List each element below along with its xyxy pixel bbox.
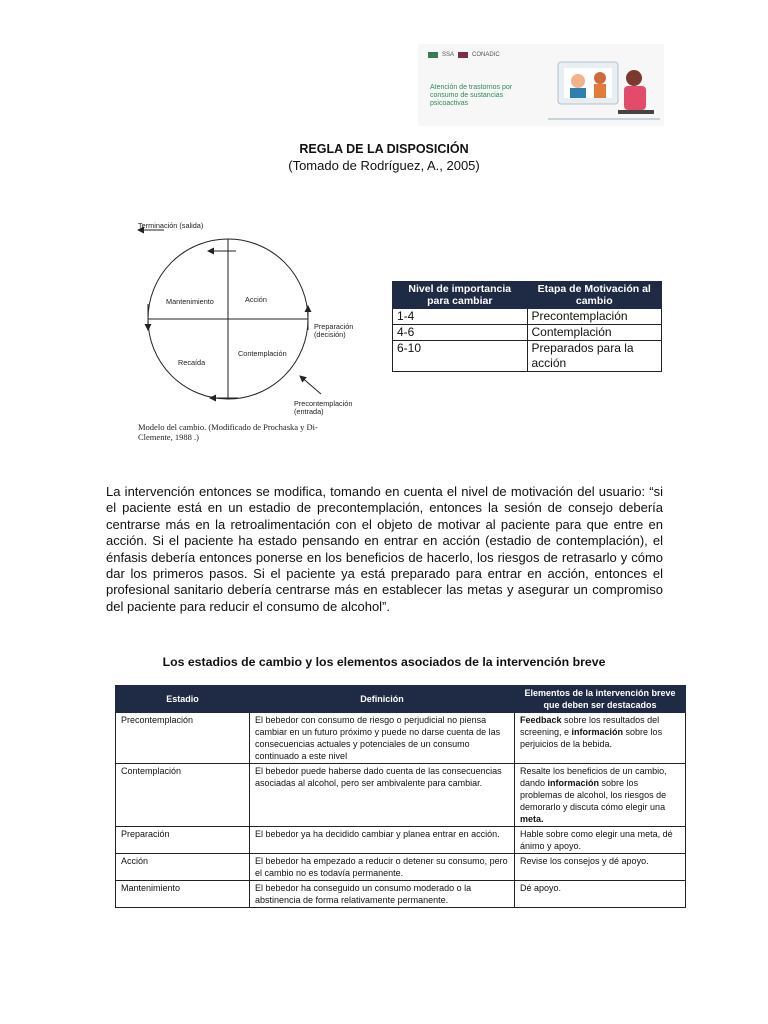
table-header-row: [116, 686, 686, 713]
cell-definition: El bebedor ya ha decidido cambiar y planea entrar en acción.: [250, 827, 515, 854]
emphasis-text: Feedback: [520, 715, 562, 725]
header-banner: [418, 44, 664, 126]
label-preparation: Preparación: [314, 322, 354, 331]
emphasis-text: información: [571, 727, 624, 737]
label-termination: Terminación (salida): [138, 221, 204, 230]
label-entry: (entrada): [294, 407, 324, 416]
banner-illustration-icon: [548, 48, 660, 124]
table-row: [393, 309, 662, 325]
change-cycle-diagram: [128, 212, 363, 417]
col-stage: Etapa de Motivación al cambio: [527, 282, 662, 309]
cell-stage: Acción: [116, 854, 250, 881]
label-precontemplation: Precontemplación: [294, 399, 353, 408]
cell-level: 4-6: [393, 325, 528, 341]
logo-text-1: SSA: [442, 52, 455, 58]
cell-text: sobre los resultados del screening, e: [520, 715, 660, 737]
cell-text: Dé apoyo.: [520, 883, 562, 893]
cell-stage: Precontemplación: [116, 713, 250, 764]
body-paragraph: La intervención entonces se modifica, tomando en cuenta el nivel de motivación del usuario: “si el paciente está en un estadio de precontemplación, entonces la sesión de consejo debería centrarse más en la retroalimentación con el objeto de motivar al paciente para que entre en acción. Si el paciente ha estado pensando en entrar en acción (estadio de contemplación), el énfasis debería entonces ponerse en los beneficios de hacerlo, los riesgos de retrasarlo y cómo dar los primeros pasos. Si el paciente ya está preparado para entrar en acción, entonces el profesional sanitario debería centrarse más en establecer las metas y asegurar un compromiso del paciente para reducir el consumo de alcohol”.: [106, 484, 663, 614]
label-contemplation: Contemplación: [238, 349, 287, 358]
col-elementos: Elementos de la intervención breve que deben ser destacados: [515, 686, 686, 713]
table-row: [116, 713, 686, 764]
logo-text-2: CONADIC: [472, 52, 500, 58]
table-row: [116, 881, 686, 908]
emphasis-text: meta.: [520, 814, 544, 824]
col-definicion: Definición: [250, 686, 515, 713]
motivation-table: [392, 281, 662, 372]
cell-elements: [515, 881, 686, 908]
label-action: Acción: [245, 295, 267, 304]
cell-level: 6-10: [393, 341, 528, 372]
cell-definition: El bebedor puede haberse dado cuenta de las consecuencias asociadas al alcohol, pero ser ambivalente para cambiar.: [250, 764, 515, 827]
label-relapse: Recaída: [178, 358, 206, 367]
cell-elements: [515, 854, 686, 881]
ssa-logo: [428, 52, 438, 58]
cell-stage: Mantenimiento: [116, 881, 250, 908]
label-maintenance: Mantenimiento: [166, 297, 214, 306]
cell-definition: El bebedor ha empezado a reducir o detener su consumo, pero el cambio no es todavía permanente.: [250, 854, 515, 881]
table-header-row: [393, 282, 662, 309]
cell-stage: Contemplación: [527, 325, 662, 341]
banner-title: Atención de trastornos por consumo de sustancias psicoactivas: [430, 84, 513, 107]
cell-text: Revise los consejos y dé apoyo.: [520, 856, 649, 866]
cell-stage: Precontemplación: [527, 309, 662, 325]
cell-stage: Preparados para la acción: [527, 341, 662, 372]
institution-logos: [428, 52, 500, 58]
table-row: [116, 764, 686, 827]
cell-text: Hable sobre como elegir una meta, dé ánimo y apoyo.: [520, 829, 673, 851]
label-decision: (decisión): [314, 330, 346, 339]
cell-elements: [515, 827, 686, 854]
arrow-entry: [300, 376, 321, 394]
table-row: [116, 854, 686, 881]
table-row: [393, 325, 662, 341]
cell-elements: [515, 713, 686, 764]
diagram-caption: Modelo del cambio. (Modificado de Prochaska y Di-Clemente, 1988 .): [138, 422, 318, 442]
emphasis-text: información: [547, 778, 600, 788]
page-subtitle: (Tomado de Rodríguez, A., 2005): [288, 158, 480, 173]
cell-text: Resalte los beneficios de un cambio, dando: [520, 766, 667, 788]
table-row: [393, 341, 662, 372]
cell-stage: Preparación: [116, 827, 250, 854]
stages-table: [115, 685, 686, 908]
cell-text: sobre los problemas de alcohol, los riesgos de demorarlo y discuta cómo elegir una: [520, 778, 667, 812]
cell-elements: [515, 764, 686, 827]
cell-text: sobre los perjuicios de la bebida.: [520, 727, 663, 749]
cell-level: 1-4: [393, 309, 528, 325]
conadic-logo: [458, 52, 468, 58]
col-estadio: Estadio: [116, 686, 250, 713]
table-row: [116, 827, 686, 854]
table2-title: Los estadios de cambio y los elementos asociados de la intervención breve: [162, 655, 606, 669]
cell-definition: El bebedor ha conseguido un consumo moderado o la abstinencia de forma relativamente permanente.: [250, 881, 515, 908]
cell-definition: El bebedor con consumo de riesgo o perjudicial no piensa cambiar en un futuro próximo y puede no darse cuenta de las consecuencias actuales y potenciales de un consumo continuado a este nivel: [250, 713, 515, 764]
page-title: REGLA DE LA DISPOSICIÓN: [299, 142, 469, 156]
cell-stage: Contemplación: [116, 764, 250, 827]
col-importance: Nivel de importancia para cambiar: [393, 282, 528, 309]
